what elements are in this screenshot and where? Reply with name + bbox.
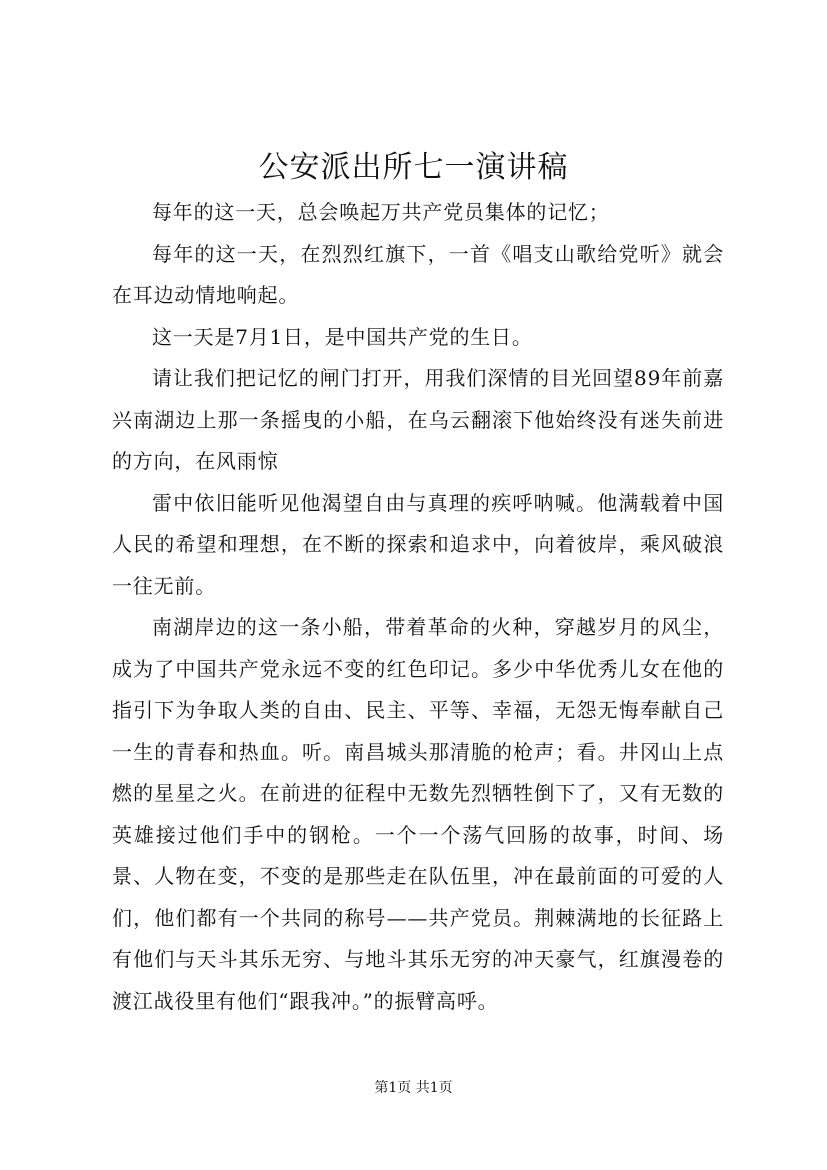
document-title: 公安派出所七一演讲稿 [258,150,569,185]
paragraph-5: 雷中依旧能听见他渴望自由与真理的疾呼呐喊。他满载着中国人民的希望和理想，在不断的探索和追求中，向着彼岸，乘风破浪一往无前。 [112,490,724,598]
paragraph-4: 请让我们把记忆的闸门打开，用我们深情的目光回望89年前嘉兴南湖边上那一条摇曳的小船，在乌云翻滚下他始终没有迷失前进的方向，在风雨惊 [112,366,724,473]
document-body [112,192,724,1022]
paragraph-6: 南湖岸边的这一条小船，带着革命的火种，穿越岁月的风尘，成为了中国共产党永远不变的红色印记。多少中华优秀儿女在他的指引下为争取人类的自由、民主、平等、幸福，无怨无悔奉献自己一生的青春和热血。听。南昌城头那清脆的枪声；看。井冈山上点燃的星星之火。在前进的征程中无数先烈牺牲倒下了，又有无数的英雄接过他们手中的钢枪。一个一个荡气回肠的故事，时间、场景、人物在变，不变的是那些走在队伍里，冲在最前面的可爱的人们，他们都有一个共同的称号——共产党员。荆棘满地的长征路上有他们与天斗其乐无穷、与地斗其乐无穷的冲天豪气，红旗漫卷的渡江战役里有他们“跟我冲。”的振臂高呼。 [112,615,724,1013]
paragraph-1: 每年的这一天，总会唤起万共产党员集体的记忆； [152,200,610,224]
paragraph-2: 每年的这一天，在烈烈红旗下，一首《唱支山歌给党听》就会在耳边动情地响起。 [112,241,724,307]
paragraph-3: 这一天是7月1日，是中国共产党的生日。 [152,324,533,349]
page-footer: 第1页 共1页 [374,1080,453,1096]
